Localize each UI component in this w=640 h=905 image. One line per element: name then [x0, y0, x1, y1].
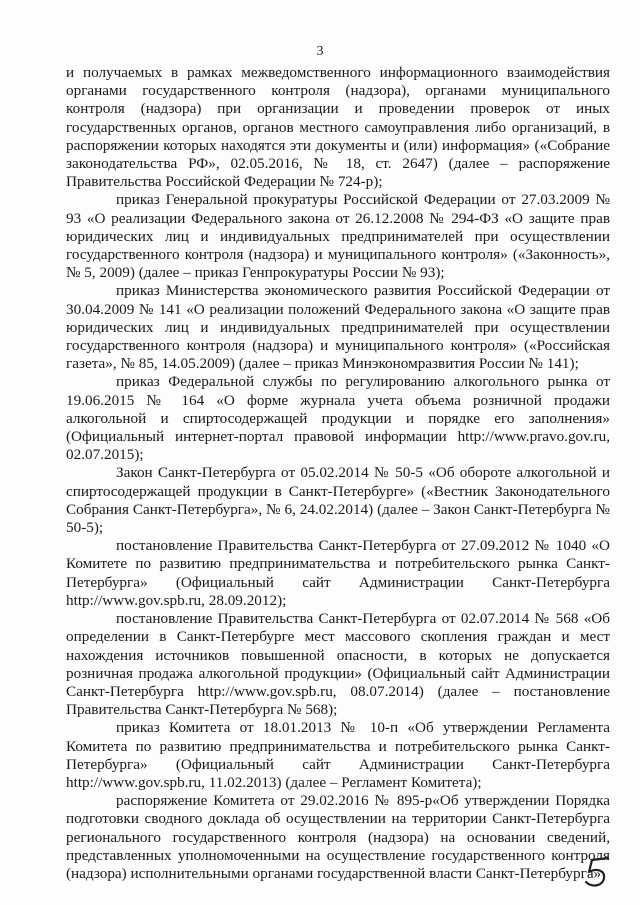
- document-body: [66, 64, 610, 883]
- paragraph-spb-resolution-568: постановление Правительства Санкт-Петербурга от 02.07.2014 № 568 «Об определении в Санкт-Петербурге мест массового скопления граждан и мест нахождения источников повышенной опасности, в которых не допускается розничная продажа алкогольной продукции» (Официальный сайт Администрации Санкт-Петербурга http://www.gov.spb.ru, 08.07.2014) (далее – постановление Правительства Санкт-Петербурга № 568);: [66, 610, 610, 719]
- paragraph-ministry-order: приказ Министерства экономического развития Российской Федерации от 30.04.2009 № 141 «О реализации положений Федерального закона «О защите прав юридических лиц и индивидуальных предпринимателей при осуществлении государственного контроля (надзора) и муниципального контроля» («Российская газета», № 85, 14.05.2009) (далее – приказ Минэкономразвития России № 141);: [66, 282, 610, 373]
- paragraph-prosecutor-order: приказ Генеральной прокуратуры Российской Федерации от 27.03.2009 № 93 «О реализации Федерального закона от 26.12.2008 № 294-ФЗ «О защите прав юридических лиц и индивидуальных предпринимателей при осуществлении государственного контроля (надзора) и муниципального контроля» («Законность», № 5, 2009) (далее – приказ Генпрокуратуры России № 93);: [66, 191, 610, 282]
- paragraph-alcohol-service-order: приказ Федеральной службы по регулированию алкогольного рынка от 19.06.2015 № 164 «О форме журнала учета объема розничной продажи алкогольной и спиртосодержащей продукции и порядке его заполнения» (Официальный интернет-портал правовой информации http://www.pravo.gov.ru, 02.07.2015);: [66, 373, 610, 464]
- paragraph-committee-directive: распоряжение Комитета от 29.02.2016 № 895-р«Об утверждении Порядка подготовки сводного доклада об осуществлении на территории Санкт-Петербурга регионального государственного контроля (надзора) на основании сведений, представленных уполномоченными на осуществление государственного контроля (надзора) исполнительными органами государственной власти Санкт-Петербурга»: [66, 792, 610, 882]
- handwritten-page-number: [578, 852, 618, 892]
- paragraph-spb-law: Закон Санкт-Петербурга от 05.02.2014 № 50-5 «Об обороте алкогольной и спиртосодержащей продукции в Санкт-Петербурге» («Вестник Законодательного Собрания Санкт-Петербурга», № 6, 24.02.2014) (далее – Закон Санкт-Петербурга № 50-5);: [66, 464, 610, 537]
- page-number: 3: [316, 44, 324, 59]
- paragraph-spb-resolution-1040: постановление Правительства Санкт-Петербурга от 27.09.2012 № 1040 «О Комитете по развитию предпринимательства и потребительского рынка Санкт-Петербурга» (Официальный сайт Администрации Санкт-Петербурга http://www.gov.spb.ru, 28.09.2012);: [66, 537, 610, 609]
- paragraph-committee-order: приказ Комитета от 18.01.2013 № 10-п «Об утверждении Регламента Комитета по развитию предпринимательства и потребительского рынка Санкт-Петербурга» (Официальный сайт Администрации Санкт-Петербурга http://www.gov.spb.ru, 11.02.2013) (далее – Регламент Комитета);: [66, 719, 610, 791]
- paragraph-continuation: и получаемых в рамках межведомственного информационного взаимодействия органами государственного контроля (надзора), органами муниципального контроля (надзора) при организации и проведении проверок от иных государственных органов, органов местного самоуправления либо организаций, в распоряжении которых находятся эти документы и (или) информация» («Собрание законодательства РФ», 02.05.2016, № 18, ст. 2647) (далее – распоряжение Правительства Российской Федерации № 724-р);: [66, 64, 610, 191]
